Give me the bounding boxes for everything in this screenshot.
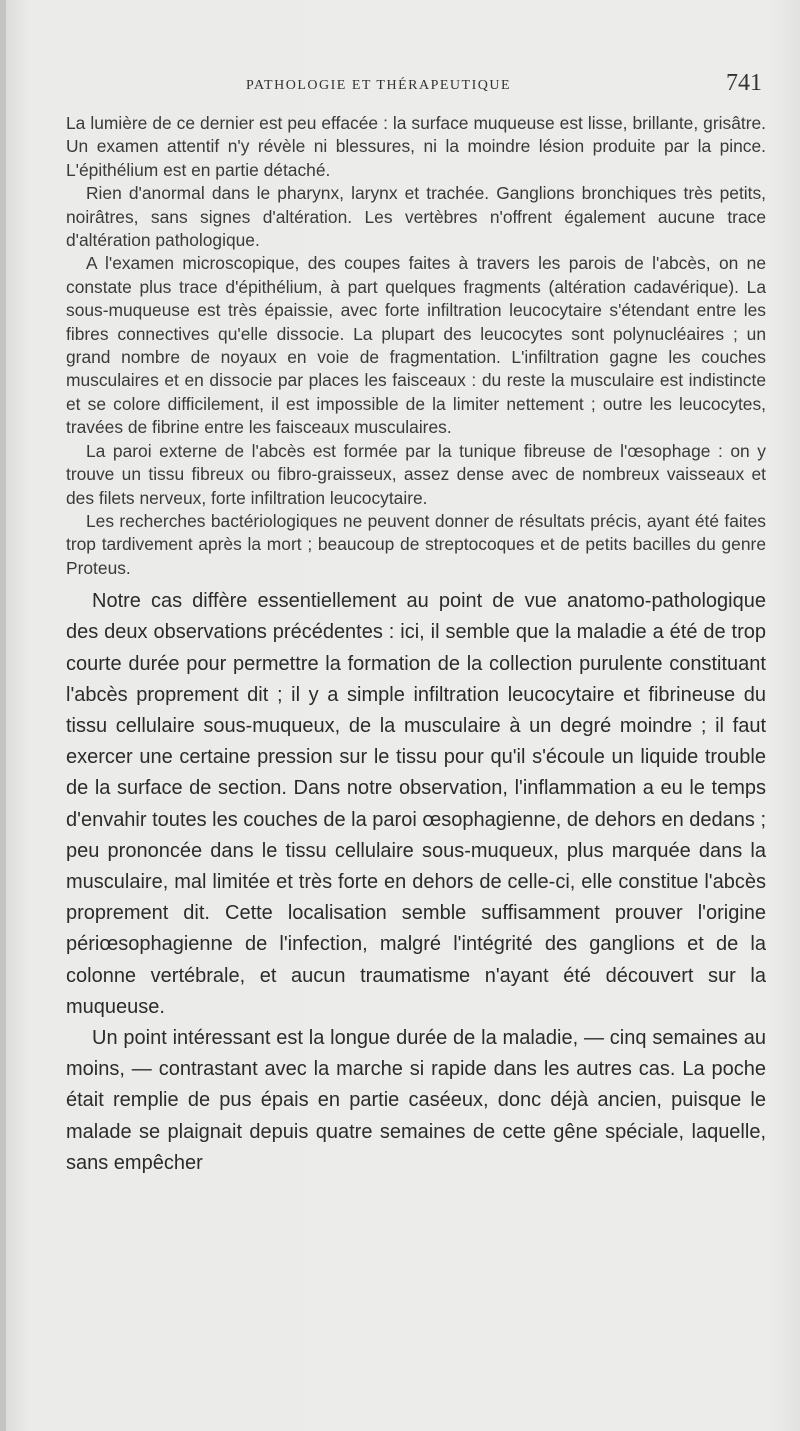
page-number: 741 (726, 70, 762, 96)
page-binding-edge (0, 0, 6, 1431)
paragraph: La lumière de ce dernier est peu effacée : la surface muqueuse est lisse, brillante, grisâtre. Un examen attentif n'y révèle ni blessures, ni la moindre lésion produite par la pince. L'épithélium est en partie détaché. (66, 113, 766, 180)
paragraph: Rien d'anormal dans le pharynx, larynx et trachée. Ganglions bronchiques très petits, noirâtres, sans signes d'altération. Les vertèbres n'offrent également aucune trace d'altération pathologique. (66, 183, 766, 251)
running-title: PATHOLOGIE ET THÉRAPEUTIQUE (246, 78, 512, 93)
page-header (66, 70, 766, 100)
paragraph: Les recherches bactériologiques ne peuvent donner de résultats précis, ayant été faites trop tardivement après la mort ; beaucoup de streptocoques et de petits bacilles du genre Proteus. (66, 510, 766, 578)
paragraph: La paroi externe de l'abcès est formée par la tunique fibreuse de l'œsophage : on y trouve un tissu fibreux ou fibro-graisseux, assez dense avec de nombreux vaisseaux et des filets nerveux, forte infiltration leucocytaire. (66, 440, 766, 508)
discussion (66, 586, 766, 1179)
paragraph: Un point intéressant est la longue durée de la maladie, — cinq semaines au moins, — contrastant avec la marche si rapide dans les autres cas. La poche était remplie de pus épais en partie caséeux, donc déjà ancien, puisque le malade se plaignait depuis quatre semaines de cette gêne spéciale, laquelle, sans empêcher (66, 1026, 766, 1174)
observation-details (66, 112, 766, 580)
paragraph: A l'examen microscopique, des coupes faites à travers les parois de l'abcès, on ne constate plus trace d'épithélium, à part quelques fragments (altération cadavérique). La sous-muqueuse est très épaissie, avec forte infiltration leucocytaire s'étendant entre les fibres connectives qu'elle dissocie. La plupart des leucocytes sont polynucléaires ; un grand nombre de noyaux en voie de fragmentation. L'infiltration gagne les couches musculaires et en dissocie par places les faisceaux : du reste la musculaire est indistincte et se colore difficilement, il est impossible de la limiter nettement ; outre les leucocytes, travées de fibrine entre les faisceaux musculaires. (66, 253, 766, 438)
body-text (66, 112, 766, 1179)
paragraph: Notre cas diffère essentiellement au point de vue anatomo-pathologique des deux observations précédentes : ici, il semble que la maladie a été de trop courte durée pour permettre la formation de la collection purulente constituant l'abcès proprement dit ; il y a simple infiltration leucocytaire et fibrineuse du tissu cellulaire sous-muqueux, de la musculaire à un degré moindre ; il faut exercer une certaine pression sur le tissu pour qu'il s'écoule un liquide trouble de la surface de section. Dans notre observation, l'inflammation a eu le temps d'envahir toutes les couches de la paroi œsophagienne, de dehors en dedans ; peu prononcée dans le tissu cellulaire sous-muqueux, plus marquée dans la musculaire, mal limitée et très forte en dehors de celle-ci, elle constitue l'abcès proprement dit. Cette localisation semble suffisamment prouver l'origine périœsophagienne de l'infection, malgré l'intégrité des ganglions et de la colonne vertébrale, et aucun traumatisme n'ayant été découvert sur la muqueuse. (66, 590, 766, 1018)
